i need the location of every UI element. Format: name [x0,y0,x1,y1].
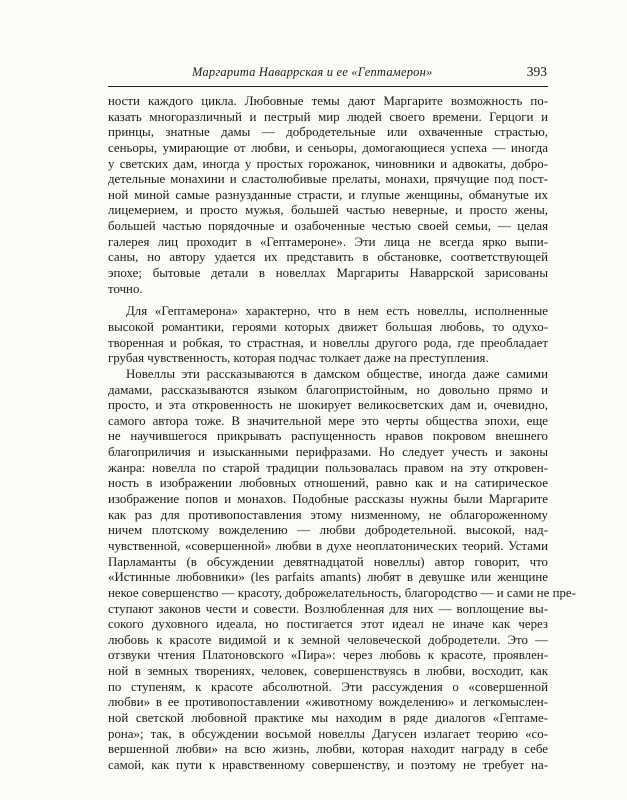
text-line: сокого духовного идеала, но постигается этот идеал не иначе как через [108,617,548,632]
text-line: детельные монахини и сластолюбивые прелаты, монахи, прячущие под пост- [108,172,548,187]
text-line: ничем плотскому вожделению — любви добродетельной. высокой, над- [108,523,548,538]
text-line: ступают законов чести и совести. Возлюбленная для них — воплощение вы- [108,601,548,616]
text-line: Новеллы эти рассказываются в дамском обществе, иногда даже самими [126,366,548,381]
text-line: эпохе; бытовые детали в новеллах Маргариты Наваррской зарисованы [108,266,548,281]
text-line: просто, и эта откровенность не шокирует великосветских дам и, очевидно, [108,398,548,413]
text-line: принцы, знатные дамы — добродетельные или охваченные страстью, [108,125,548,140]
text-line: точно. [108,281,143,296]
text-line: Парламанты (в обсуждении девятнадцатой новеллы) автор говорит, что [108,554,548,569]
text-line: отзвуки чтения Платоновского «Пира»: через любовь к красоте, проявлен- [108,648,548,663]
running-header [110,62,547,82]
paragraph-2 [108,304,548,367]
paragraph-1 [108,94,548,297]
text-line: сеньоры, умирающие от любви, и сеньоры, домогающиеся успеха — иногда [108,140,548,155]
text-line: как раз для противопоставления этому низменному, не облагороженному [108,507,548,522]
text-line: саны, но автору удается их представить в обстановке, соответствующей [108,250,548,265]
text-line: грубая чувственность, которая подчас толкает даже на преступления. [108,351,489,366]
text-line: благоприличия и изысканными перифразами. Но следует учесть и законы [108,445,548,460]
text-line: ной светской любовной практике мы находим в ряде диалогов «Гептаме- [108,710,548,725]
text-line: вершенной любви» на всю жизнь, любви, которая находит награду в себе [108,742,548,757]
header-rule [108,86,548,87]
text-line: чувственной, «совершенной» любви в духе неоплатонических теорий. Устами [108,538,548,553]
text-line: ность в изображении любовных отношений, равно как и на сатирическое [108,476,548,491]
text-line: некое совершенство — красоту, доброжелательность, благородство — и сами не пре- [108,585,576,600]
text-line: у светских дам, иногда у простых горожанок, чиновники и адвокаты, добро- [108,156,548,171]
text-line: любви» в ее противопоставлении «животному вожделению» и легкомыслен- [108,695,548,710]
text-line: творенная и робкая, то страстная, и новеллы другого рода, где преобладает [108,335,548,350]
body-text [108,94,576,774]
text-line: ной в земных творениях, человек, совершенствуясь в любви, восходит, как [108,664,548,679]
text-line: ной миной самые разнузданные страсти, и глупые женщины, обманутые их [108,187,548,202]
text-line: галерея лиц проходит в «Гептамероне». Эти лица не всегда ярко выпи- [108,234,548,249]
text-line: любовь к красоте видимой и к земной человеческой добродетели. Это — [108,632,548,647]
text-line: самого автора тоже. В значительной мере это черты общества эпохи, еще [108,413,548,428]
text-line: «Истинные любовники» (les parfaits amants) любят в девушке или женщине [108,570,548,585]
text-line: жанра: новелла по старой традиции пользовалась правом на эту откровен- [108,460,548,475]
paragraph-3 [108,366,576,774]
text-line: большей частью порядочные и озабоченные честью своей семьи, — целая [108,219,548,234]
page-number: 393 [526,64,547,79]
text-line: Для «Гептамерона» характерно, что в нем есть новеллы, исполненные [126,304,548,319]
running-title: Маргарита Наваррская и ее «Гептамерон» [192,65,433,79]
text-line: высокой романтики, героями которых движет большая любовь, то одухо- [108,319,548,334]
text-line: ности каждого цикла. Любовные темы дают Маргарите возможность по- [108,94,548,108]
text-line: самой, как пути к нравственному совершенству, и поэтому не требует на- [108,757,548,772]
text-line: изображение попов и монахов. Подобные рассказы нужны были Маргарите [108,492,548,507]
text-line: рона»; так, в обсуждении восьмой новеллы Дагусен излагает теорию «со- [108,726,548,741]
text-line: по ступеням, к красоте абсолютной. Эти рассуждения о «совершенной [108,679,548,694]
text-line: казать многоразличный и пестрый мир людей своего времени. Герцоги и [108,109,548,124]
text-line: не научившегося прикрывать распущенность нравов покровом внешнего [108,429,548,444]
text-line: лицемерием, и просто мужья, большей частью неверные, и просто жены, [108,203,548,218]
text-line: дамами, рассказываются языком благопристойным, но довольно прямо и [108,382,548,397]
